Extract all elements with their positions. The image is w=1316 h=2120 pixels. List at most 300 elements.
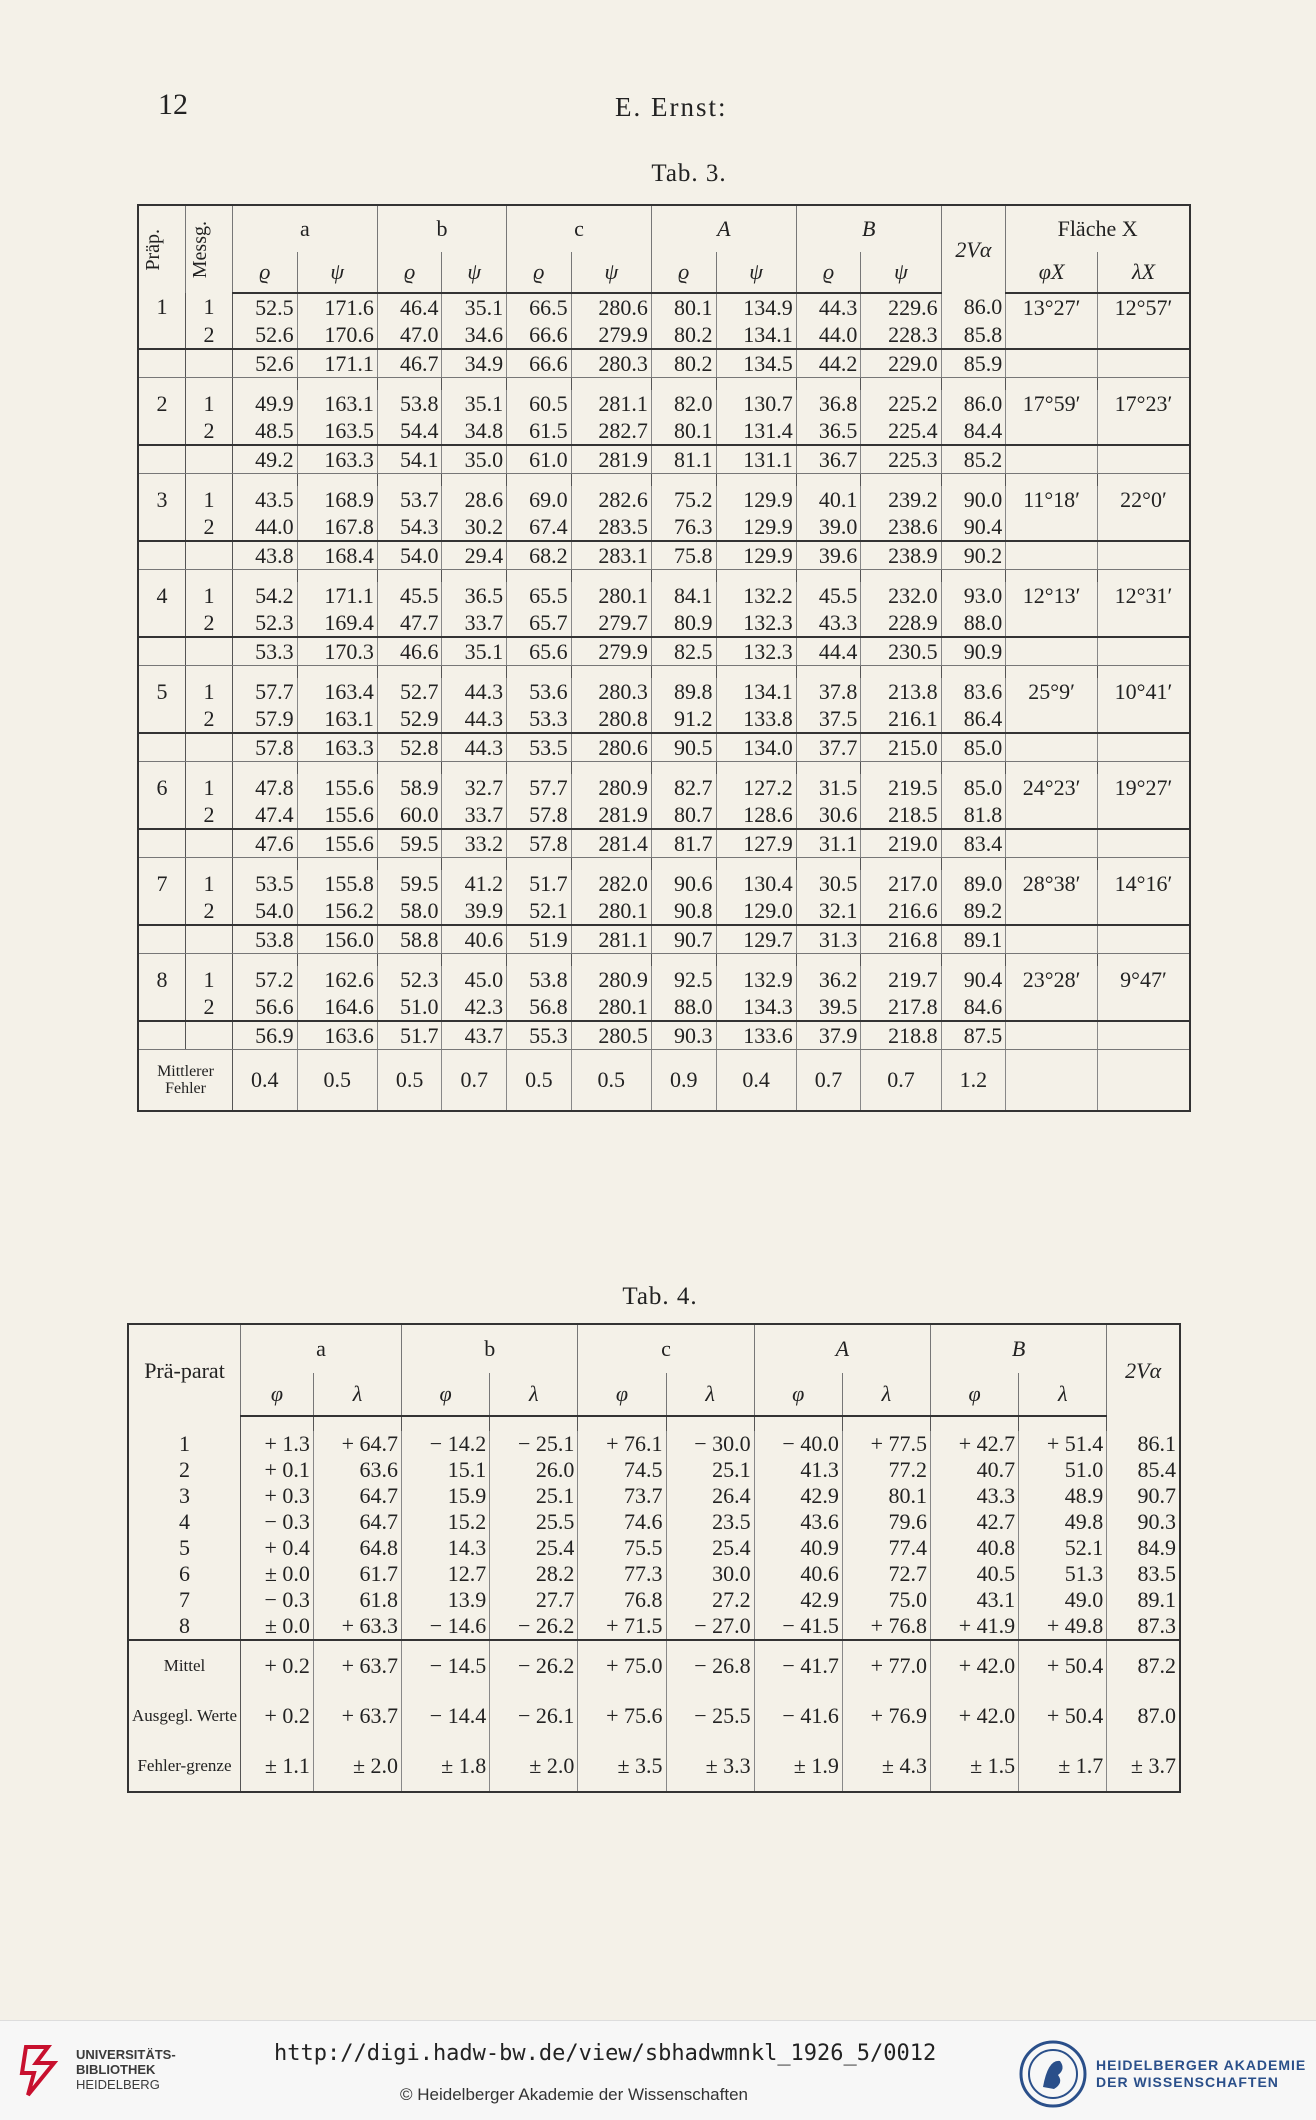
table-row	[138, 870, 1190, 897]
average-cell: 215.0	[861, 733, 941, 762]
value-cell: 84.4	[941, 417, 1006, 445]
table-row	[128, 1613, 1180, 1640]
spacer-cell	[297, 570, 377, 583]
tab4-header-group: b	[402, 1324, 578, 1373]
value-cell: 54.2	[233, 582, 298, 609]
spacer-cell	[1006, 378, 1098, 391]
spacer-cell	[1019, 1416, 1107, 1431]
value-cell: 72.7	[842, 1561, 930, 1587]
value-cell: 67.4	[507, 513, 572, 541]
average-row	[138, 733, 1190, 762]
value-cell: 64.7	[313, 1509, 401, 1535]
value-cell: 86.4	[941, 705, 1006, 733]
value-cell: 225.2	[861, 390, 941, 417]
value-cell: 53.5	[233, 870, 298, 897]
value-cell: 162.6	[297, 966, 377, 993]
tab3-header-psi: ψ	[571, 252, 651, 293]
value-cell: 91.2	[651, 705, 716, 733]
phi-x-cell	[1006, 417, 1098, 445]
average-cell: 58.8	[377, 925, 442, 954]
spacer-cell	[442, 666, 507, 679]
spacer-cell	[233, 666, 298, 679]
average-cell: 129.7	[716, 925, 796, 954]
value-cell: 218.5	[861, 801, 941, 829]
mittel-cell: + 77.0	[842, 1640, 930, 1691]
spacer-cell	[1097, 474, 1190, 487]
spacer-row	[138, 666, 1190, 679]
tab3-header-rho: ϱ	[507, 252, 572, 293]
tab3-header-2v: 2Vα	[941, 205, 1006, 293]
value-cell: 40.9	[754, 1535, 842, 1561]
lambda-x-cell	[1097, 321, 1190, 349]
value-cell: 52.9	[377, 705, 442, 733]
tab3-header-rho: ϱ	[233, 252, 298, 293]
phi-x-cell	[1006, 321, 1098, 349]
value-cell: 280.8	[571, 705, 651, 733]
value-cell: − 41.5	[754, 1613, 842, 1640]
fehler-cell: ± 2.0	[490, 1741, 578, 1792]
messg-cell	[186, 1021, 233, 1050]
average-cell: 156.0	[297, 925, 377, 954]
value-cell: 163.1	[297, 390, 377, 417]
average-cell: 68.2	[507, 541, 572, 570]
phi-x-cell	[1006, 801, 1098, 829]
phi-x-cell: 25°9′	[1006, 678, 1098, 705]
average-cell: 61.0	[507, 445, 572, 474]
value-cell: 35.1	[442, 390, 507, 417]
spacer-cell	[297, 858, 377, 871]
average-cell: 53.5	[507, 733, 572, 762]
tab4-header-group: B	[930, 1324, 1106, 1373]
value-cell: 80.1	[651, 293, 716, 321]
value-cell: 61.7	[313, 1561, 401, 1587]
value-cell: 15.1	[402, 1457, 490, 1483]
tab4-header-lambda: λ	[666, 1373, 754, 1416]
average-cell: 81.1	[651, 445, 716, 474]
average-cell: 281.1	[571, 925, 651, 954]
messg-cell: 2	[186, 321, 233, 349]
value-cell: 60.0	[377, 801, 442, 829]
value-cell: 26.4	[666, 1483, 754, 1509]
lambda-x-cell	[1097, 445, 1190, 474]
value-cell: 58.0	[377, 897, 442, 925]
value-cell: 74.5	[578, 1457, 666, 1483]
value-cell: 43.3	[930, 1483, 1018, 1509]
spacer-cell	[571, 570, 651, 583]
tab3-header-rho: ϱ	[651, 252, 716, 293]
spacer-cell	[716, 474, 796, 487]
value-cell: 90.4	[941, 966, 1006, 993]
value-cell: 54.3	[377, 513, 442, 541]
tab4-header-praeparat: Prä-parat	[128, 1324, 241, 1416]
value-cell: 45.0	[442, 966, 507, 993]
messg-cell	[186, 637, 233, 666]
value-cell: 238.6	[861, 513, 941, 541]
average-cell: 59.5	[377, 829, 442, 858]
spacer-cell	[507, 858, 572, 871]
spacer-cell	[442, 762, 507, 775]
value-cell: 41.2	[442, 870, 507, 897]
spacer-cell	[377, 666, 442, 679]
error-cell: 0.7	[442, 1050, 507, 1112]
mittel-row	[128, 1640, 1180, 1691]
average-cell: 51.7	[377, 1021, 442, 1050]
value-cell: 163.1	[297, 705, 377, 733]
value-cell: 280.9	[571, 774, 651, 801]
value-cell: 57.8	[507, 801, 572, 829]
lambda-x-cell: 14°16′	[1097, 870, 1190, 897]
spacer-cell	[571, 378, 651, 391]
spacer-cell	[233, 762, 298, 775]
mittel-cell: − 14.5	[402, 1640, 490, 1691]
value-cell: 34.8	[442, 417, 507, 445]
average-row	[138, 637, 1190, 666]
spacer-cell	[1006, 474, 1098, 487]
value-cell: 213.8	[861, 678, 941, 705]
ausgegl-cell: − 25.5	[666, 1691, 754, 1741]
spacer-cell	[666, 1416, 754, 1431]
error-cell: 0.5	[507, 1050, 572, 1112]
value-cell: 42.9	[754, 1483, 842, 1509]
average-cell: 90.9	[941, 637, 1006, 666]
value-cell: 86.1	[1107, 1431, 1180, 1457]
value-cell: 79.6	[842, 1509, 930, 1535]
value-cell: 40.6	[754, 1561, 842, 1587]
value-cell: 45.5	[796, 582, 861, 609]
value-cell: 59.5	[377, 870, 442, 897]
tab4-header-group: A	[754, 1324, 930, 1373]
average-cell: 43.7	[442, 1021, 507, 1050]
value-cell: 34.6	[442, 321, 507, 349]
lambda-x-cell: 12°57′	[1097, 293, 1190, 321]
ausgegl-cell: − 41.6	[754, 1691, 842, 1741]
value-cell: 32.7	[442, 774, 507, 801]
spacer-cell	[651, 858, 716, 871]
tab4-header-2v: 2Vα	[1107, 1324, 1180, 1416]
average-row	[138, 829, 1190, 858]
value-cell: 132.2	[716, 582, 796, 609]
value-cell: 53.8	[507, 966, 572, 993]
value-cell: 54.0	[233, 897, 298, 925]
lambda-x-cell	[1097, 925, 1190, 954]
error-cell: 0.5	[377, 1050, 442, 1112]
average-cell: 54.0	[377, 541, 442, 570]
value-cell: 57.7	[233, 678, 298, 705]
average-cell: 44.3	[442, 733, 507, 762]
praep-cell: 3	[138, 486, 186, 513]
spacer-cell	[651, 954, 716, 967]
value-cell: 36.8	[796, 390, 861, 417]
value-cell: 63.6	[313, 1457, 401, 1483]
value-cell: 85.4	[1107, 1457, 1180, 1483]
spacer-cell	[1097, 762, 1190, 775]
value-cell: 40.8	[930, 1535, 1018, 1561]
average-cell: 34.9	[442, 349, 507, 378]
tab3-header-group: c	[507, 205, 652, 252]
value-cell: ± 0.0	[241, 1613, 314, 1640]
value-cell: 88.0	[941, 609, 1006, 637]
average-cell: 81.7	[651, 829, 716, 858]
value-cell: 76.8	[578, 1587, 666, 1613]
fehler-cell: ± 1.8	[402, 1741, 490, 1792]
spacer-row	[138, 762, 1190, 775]
phi-x-cell	[1006, 829, 1098, 858]
average-cell: 134.0	[716, 733, 796, 762]
spacer-row	[138, 570, 1190, 583]
spacer-cell	[941, 954, 1006, 967]
value-cell: 86.0	[941, 293, 1006, 321]
ausgegl-cell: + 75.6	[578, 1691, 666, 1741]
table-row	[138, 774, 1190, 801]
average-cell: 54.1	[377, 445, 442, 474]
value-cell: 64.7	[313, 1483, 401, 1509]
spacer-cell	[186, 474, 233, 487]
phi-x-cell	[1006, 541, 1098, 570]
spacer-cell	[941, 378, 1006, 391]
spacer-cell	[507, 762, 572, 775]
value-cell: 43.3	[796, 609, 861, 637]
value-cell: 281.9	[571, 801, 651, 829]
spacer-cell	[377, 570, 442, 583]
value-cell: 40.5	[930, 1561, 1018, 1587]
praep-cell	[138, 609, 186, 637]
value-cell: 81.8	[941, 801, 1006, 829]
academy-name: HEIDELBERGER AKADEMIE DER WISSENSCHAFTEN	[1096, 2057, 1307, 2090]
value-cell: 44.3	[442, 705, 507, 733]
spacer-cell	[442, 570, 507, 583]
average-cell: 281.4	[571, 829, 651, 858]
value-cell: 75.0	[842, 1587, 930, 1613]
table-row	[138, 897, 1190, 925]
permalink-url[interactable]: http://digi.hadw-bw.de/view/sbhadwmnkl_1926_5/0012	[274, 2041, 937, 2066]
spacer-cell	[402, 1416, 490, 1431]
value-cell: − 25.1	[490, 1431, 578, 1457]
value-cell: 86.0	[941, 390, 1006, 417]
ausgegl-row	[128, 1691, 1180, 1741]
messg-cell: 2	[186, 801, 233, 829]
copyright-notice: © Heidelberger Akademie der Wissenschaften	[400, 2085, 748, 2104]
value-cell: 66.5	[507, 293, 572, 321]
value-cell: 48.9	[1019, 1483, 1107, 1509]
value-cell: 52.1	[507, 897, 572, 925]
average-cell: 155.6	[297, 829, 377, 858]
average-cell: 230.5	[861, 637, 941, 666]
average-row	[138, 349, 1190, 378]
average-cell: 85.2	[941, 445, 1006, 474]
value-cell: 228.3	[861, 321, 941, 349]
average-cell: 219.0	[861, 829, 941, 858]
average-cell: 131.1	[716, 445, 796, 474]
value-cell: 282.7	[571, 417, 651, 445]
university-library-name: UNIVERSITÄTS- BIBLIOTHEK HEIDELBERG	[76, 2047, 176, 2092]
value-cell: 73.7	[578, 1483, 666, 1509]
spacer-cell	[716, 762, 796, 775]
error-cell: 0.4	[716, 1050, 796, 1112]
value-cell: 30.0	[666, 1561, 754, 1587]
spacer-cell	[1006, 954, 1098, 967]
table-row	[128, 1561, 1180, 1587]
value-cell: 52.6	[233, 321, 298, 349]
value-cell: 163.5	[297, 417, 377, 445]
spacer-cell	[297, 762, 377, 775]
spacer-cell	[297, 954, 377, 967]
value-cell: 27.2	[666, 1587, 754, 1613]
phi-x-cell	[1006, 897, 1098, 925]
average-cell: 216.8	[861, 925, 941, 954]
spacer-cell	[442, 378, 507, 391]
value-cell: 229.6	[861, 293, 941, 321]
value-cell: 25.1	[666, 1457, 754, 1483]
spacer-cell	[1006, 762, 1098, 775]
value-cell: 132.3	[716, 609, 796, 637]
value-cell: 51.7	[507, 870, 572, 897]
value-cell: 129.0	[716, 897, 796, 925]
tab3-header-group: a	[233, 205, 378, 252]
spacer-cell	[754, 1416, 842, 1431]
value-cell: 74.6	[578, 1509, 666, 1535]
average-cell: 35.0	[442, 445, 507, 474]
value-cell: 90.0	[941, 486, 1006, 513]
value-cell: 66.6	[507, 321, 572, 349]
value-cell: 37.5	[796, 705, 861, 733]
average-cell: 66.6	[507, 349, 572, 378]
value-cell: 225.4	[861, 417, 941, 445]
value-cell: 15.9	[402, 1483, 490, 1509]
average-cell: 168.4	[297, 541, 377, 570]
spacer-cell	[1006, 570, 1098, 583]
value-cell: 45.5	[377, 582, 442, 609]
value-cell: 44.0	[233, 513, 298, 541]
value-cell: 75.5	[578, 1535, 666, 1561]
value-cell: 156.2	[297, 897, 377, 925]
table-row	[138, 801, 1190, 829]
value-cell: 54.4	[377, 417, 442, 445]
tab4-header-lambda: λ	[313, 1373, 401, 1416]
fehler-label: Fehler-grenze	[128, 1741, 241, 1792]
praeparat-cell: 4	[128, 1509, 241, 1535]
spacer-cell	[138, 954, 186, 967]
value-cell: 84.6	[941, 993, 1006, 1021]
spacer-cell	[377, 858, 442, 871]
spacer-cell	[1097, 570, 1190, 583]
spacer-cell	[1097, 666, 1190, 679]
value-cell: 65.5	[507, 582, 572, 609]
spacer-cell	[861, 858, 941, 871]
tab3-header-psi: ψ	[716, 252, 796, 293]
value-cell: 134.1	[716, 321, 796, 349]
lambda-x-cell: 19°27′	[1097, 774, 1190, 801]
lambda-x-cell: 12°31′	[1097, 582, 1190, 609]
average-cell: 134.5	[716, 349, 796, 378]
average-cell: 90.5	[651, 733, 716, 762]
value-cell: 77.3	[578, 1561, 666, 1587]
value-cell: 87.3	[1107, 1613, 1180, 1640]
spacer-cell	[716, 378, 796, 391]
value-cell: + 0.3	[241, 1483, 314, 1509]
fehler-cell: ± 4.3	[842, 1741, 930, 1792]
value-cell: 53.7	[377, 486, 442, 513]
value-cell: ± 0.0	[241, 1561, 314, 1587]
messg-cell	[186, 445, 233, 474]
praep-cell	[138, 801, 186, 829]
average-cell: 238.9	[861, 541, 941, 570]
phi-x-cell	[1006, 705, 1098, 733]
praep-cell	[138, 513, 186, 541]
table-row	[128, 1509, 1180, 1535]
value-cell: 52.1	[1019, 1535, 1107, 1561]
average-cell: 87.5	[941, 1021, 1006, 1050]
value-cell: 279.9	[571, 321, 651, 349]
value-cell: 171.1	[297, 582, 377, 609]
average-cell: 129.9	[716, 541, 796, 570]
tab4-header-phi: φ	[241, 1373, 314, 1416]
value-cell: 134.1	[716, 678, 796, 705]
lambda-x-cell	[1097, 541, 1190, 570]
lambda-x-cell: 9°47′	[1097, 966, 1190, 993]
value-cell: 57.2	[233, 966, 298, 993]
table-row	[128, 1457, 1180, 1483]
mittel-cell: − 26.2	[490, 1640, 578, 1691]
spacer-cell	[796, 954, 861, 967]
average-cell: 163.3	[297, 445, 377, 474]
value-cell: 83.5	[1107, 1561, 1180, 1587]
value-cell: 93.0	[941, 582, 1006, 609]
spacer-cell	[796, 762, 861, 775]
average-cell: 281.9	[571, 445, 651, 474]
table-row	[138, 293, 1190, 321]
tab3-header-rho: ϱ	[796, 252, 861, 293]
average-cell: 56.9	[233, 1021, 298, 1050]
value-cell: − 14.2	[402, 1431, 490, 1457]
tab3-header-lambda-x: λX	[1097, 252, 1190, 293]
spacer-cell	[571, 474, 651, 487]
spacer-cell	[861, 570, 941, 583]
value-cell: + 0.4	[241, 1535, 314, 1561]
average-cell: 280.6	[571, 733, 651, 762]
average-cell: 40.6	[442, 925, 507, 954]
value-cell: 42.3	[442, 993, 507, 1021]
table-row	[138, 417, 1190, 445]
fehler-cell: ± 1.5	[930, 1741, 1018, 1792]
tab3-header-psi: ψ	[297, 252, 377, 293]
value-cell: 219.7	[861, 966, 941, 993]
praep-cell	[138, 321, 186, 349]
lambda-x-cell	[1097, 705, 1190, 733]
average-cell: 132.3	[716, 637, 796, 666]
average-cell: 29.4	[442, 541, 507, 570]
praeparat-cell: 5	[128, 1535, 241, 1561]
spacer-cell	[861, 378, 941, 391]
average-cell: 65.6	[507, 637, 572, 666]
ausgegl-cell: + 76.9	[842, 1691, 930, 1741]
average-cell: 57.8	[233, 733, 298, 762]
average-cell: 57.8	[507, 829, 572, 858]
value-cell: 30.6	[796, 801, 861, 829]
praep-cell	[138, 705, 186, 733]
spacer-cell	[297, 474, 377, 487]
messg-cell: 1	[186, 390, 233, 417]
value-cell: 39.5	[796, 993, 861, 1021]
value-cell: 43.5	[233, 486, 298, 513]
value-cell: 56.8	[507, 993, 572, 1021]
value-cell: 219.5	[861, 774, 941, 801]
value-cell: 283.5	[571, 513, 651, 541]
value-cell: 52.3	[377, 966, 442, 993]
value-cell: 239.2	[861, 486, 941, 513]
spacer-cell	[442, 954, 507, 967]
average-cell: 85.9	[941, 349, 1006, 378]
tab4-header-group: c	[578, 1324, 754, 1373]
